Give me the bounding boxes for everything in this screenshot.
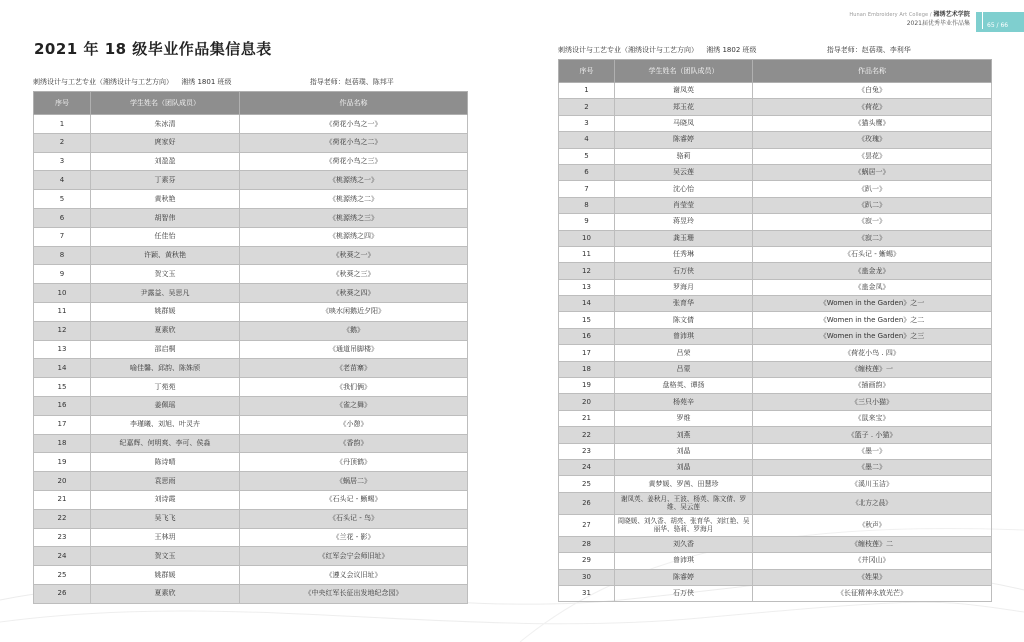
cell-name: 陈文倩 — [615, 312, 753, 328]
cell-name: 朱冰清 — [91, 115, 240, 134]
cell-no: 5 — [34, 190, 91, 209]
table-row — [559, 263, 992, 279]
cell-no: 18 — [34, 434, 91, 453]
cell-work: 《荷花小鸟 . 四》 — [753, 345, 992, 361]
cell-name: 骆莉 — [615, 148, 753, 164]
table-row — [559, 279, 992, 295]
cell-name: 石万侠 — [615, 585, 753, 601]
cell-name: 姚群媛 — [91, 302, 240, 321]
right-table-body — [559, 83, 992, 602]
cell-name: 刘晶 — [615, 443, 753, 459]
cell-name: 石万侠 — [615, 263, 753, 279]
cell-work: 《丹顶鹤》 — [240, 453, 468, 472]
cell-work: 《荷花小鸟之三》 — [240, 152, 468, 171]
cell-work: 《小憩》 — [240, 415, 468, 434]
right-major: 刺绣设计与工艺专业（湘绣设计与工艺方向） — [558, 46, 698, 54]
table-row — [34, 321, 468, 340]
header-subtitle: 2021届优秀毕业作品集 — [906, 20, 970, 27]
cell-name: 邵启桐 — [91, 340, 240, 359]
cell-no: 16 — [34, 396, 91, 415]
cell-work: 《石头记 - 蜥蜴》 — [240, 490, 468, 509]
cell-work: 《蛊金龙》 — [753, 263, 992, 279]
cell-name: 刘久香 — [615, 536, 753, 552]
cell-name: 张育华 — [615, 296, 753, 312]
table-row — [559, 492, 992, 514]
table-row — [34, 246, 468, 265]
cell-no: 13 — [559, 279, 615, 295]
table-row — [559, 569, 992, 585]
cell-work: 《玫瑰》 — [753, 132, 992, 148]
cell-no: 5 — [559, 148, 615, 164]
cell-work: 《长征精神永放光芒》 — [753, 585, 992, 601]
cell-name: 周晓媛、刘久香、胡亮、张育华、刘红艳、吴丽华、骆莉、罗海月 — [615, 514, 753, 536]
table-row — [559, 378, 992, 394]
cell-no: 23 — [34, 528, 91, 547]
cell-no: 23 — [559, 443, 615, 459]
cell-no: 16 — [559, 328, 615, 344]
column-header-number: 序号 — [559, 60, 615, 83]
table-row — [34, 415, 468, 434]
cell-work: 《Women in the Garden》之三 — [753, 328, 992, 344]
right-advisor: 指导老师：赵蓓璞、李利华 — [826, 46, 911, 54]
cell-no: 30 — [559, 569, 615, 585]
table-row — [34, 509, 468, 528]
left-table-body — [34, 115, 468, 604]
cell-work: 《姓果》 — [753, 569, 992, 585]
cell-no: 12 — [34, 321, 91, 340]
table-row — [34, 284, 468, 303]
cell-work: 《趴一》 — [753, 181, 992, 197]
cell-no: 19 — [559, 378, 615, 394]
cell-no: 26 — [559, 492, 615, 514]
cell-work: 《寂二》 — [753, 230, 992, 246]
cell-name: 陈诗晴 — [91, 453, 240, 472]
table-row — [34, 152, 468, 171]
cell-no: 10 — [34, 284, 91, 303]
table-row — [34, 490, 468, 509]
cell-name: 蒋昱玲 — [615, 214, 753, 230]
cell-name: 姚群媛 — [91, 566, 240, 585]
cell-name: 喻佳馨、邱韵、陈姝颀 — [91, 359, 240, 378]
cell-no: 24 — [559, 459, 615, 475]
cell-work: 《遵义会议旧址》 — [240, 566, 468, 585]
table-row — [34, 190, 468, 209]
cell-name: 庹家好 — [91, 133, 240, 152]
cell-no: 22 — [34, 509, 91, 528]
cell-name: 吕蒙 — [615, 361, 753, 377]
cell-work: 《鼠来宝》 — [753, 410, 992, 426]
cell-work: 《寂一》 — [753, 214, 992, 230]
cell-no: 17 — [559, 345, 615, 361]
cell-name: 盘格英、谭扬 — [615, 378, 753, 394]
table-row — [559, 361, 992, 377]
cell-work: 《雀之舞》 — [240, 396, 468, 415]
cell-name: 刘盈盈 — [91, 152, 240, 171]
table-row — [34, 566, 468, 585]
cell-name: 夏素欣 — [91, 584, 240, 603]
cell-no: 17 — [34, 415, 91, 434]
table-row — [559, 214, 992, 230]
cell-work: 《香韵》 — [240, 434, 468, 453]
cell-work: 《荷花》 — [753, 99, 992, 115]
cell-no: 25 — [34, 566, 91, 585]
column-header-name: 学生姓名（团队成员） — [91, 92, 240, 115]
cell-no: 20 — [559, 394, 615, 410]
cell-work: 《溪川玉洁》 — [753, 476, 992, 492]
cell-name: 任佳怡 — [91, 227, 240, 246]
cell-name: 肖莹莹 — [615, 197, 753, 213]
table-header-row — [34, 92, 468, 115]
left-works-table — [33, 91, 468, 604]
column-header-name: 学生姓名（团队成员） — [615, 60, 753, 83]
cell-work: 《蜗居二》 — [240, 472, 468, 491]
table-header-row — [559, 60, 992, 83]
column-header-work: 作品名称 — [240, 92, 468, 115]
cell-no: 2 — [559, 99, 615, 115]
cell-name: 胡智伟 — [91, 208, 240, 227]
table-row — [559, 148, 992, 164]
table-row — [559, 83, 992, 99]
right-works-table — [558, 59, 992, 602]
cell-name: 夏素欣 — [91, 321, 240, 340]
page-number-box — [976, 12, 1024, 32]
cell-no: 1 — [34, 115, 91, 134]
page-header — [849, 12, 1024, 32]
table-row — [559, 427, 992, 443]
table-row — [559, 230, 992, 246]
table-row — [34, 208, 468, 227]
table-row — [34, 265, 468, 284]
cell-no: 6 — [34, 208, 91, 227]
cell-work: 《鹅》 — [240, 321, 468, 340]
cell-work: 《桃源绣之一》 — [240, 171, 468, 190]
table-row — [559, 459, 992, 475]
cell-name: 谢凤英 — [615, 83, 753, 99]
cell-work: 《荷花小鸟之二》 — [240, 133, 468, 152]
cell-work: 《老苗寨》 — [240, 359, 468, 378]
table-row — [559, 536, 992, 552]
cell-no: 25 — [559, 476, 615, 492]
cell-work: 《蜗居一》 — [753, 164, 992, 180]
column-header-number: 序号 — [34, 92, 91, 115]
college-english-name: Hunan Embroidery Art College — [849, 12, 929, 18]
cell-name: 姜佩瑶 — [91, 396, 240, 415]
table-row — [34, 584, 468, 603]
cell-work: 《白兔》 — [753, 83, 992, 99]
cell-name: 贺文玉 — [91, 547, 240, 566]
table-row — [34, 378, 468, 397]
cell-no: 9 — [34, 265, 91, 284]
table-row — [559, 164, 992, 180]
cell-work: 《三只小猫》 — [753, 394, 992, 410]
cell-work: 《秋葵之三》 — [240, 265, 468, 284]
table-row — [559, 514, 992, 536]
table-row — [34, 528, 468, 547]
cell-no: 31 — [559, 585, 615, 601]
cell-name: 沈心怡 — [615, 181, 753, 197]
cell-name: 王林玥 — [91, 528, 240, 547]
cell-no: 26 — [34, 584, 91, 603]
cell-no: 28 — [559, 536, 615, 552]
cell-name: 吴飞飞 — [91, 509, 240, 528]
cell-no: 8 — [34, 246, 91, 265]
cell-no: 15 — [559, 312, 615, 328]
cell-name: 李瑾曦、刘旭、叶灵卉 — [91, 415, 240, 434]
cell-name: 黄梦媛、罗茜、田慧珍 — [615, 476, 753, 492]
table-row — [559, 197, 992, 213]
college-chinese-name: 湘绣艺术学院 — [933, 11, 970, 18]
table-row — [559, 328, 992, 344]
cell-name: 纪嘉辉、何明爽、李可、侯淼 — [91, 434, 240, 453]
table-row — [34, 359, 468, 378]
left-class-info — [33, 77, 394, 87]
right-class-info — [558, 45, 911, 55]
cell-work: 《通道吊脚楼》 — [240, 340, 468, 359]
cell-name: 刘诗霞 — [91, 490, 240, 509]
cell-no: 20 — [34, 472, 91, 491]
cell-work: 《桃源绣之四》 — [240, 227, 468, 246]
cell-no: 9 — [559, 214, 615, 230]
cell-name: 杨苑辛 — [615, 394, 753, 410]
cell-name: 许颖、黄秋艳 — [91, 246, 240, 265]
table-row — [34, 453, 468, 472]
cell-name: 陈睿婷 — [615, 569, 753, 585]
table-row — [34, 302, 468, 321]
table-row — [34, 396, 468, 415]
table-row — [559, 312, 992, 328]
left-class: 湘绣 1801 班级 — [181, 78, 232, 86]
cell-no: 3 — [559, 115, 615, 131]
cell-name: 罗维 — [615, 410, 753, 426]
cell-work: 《荷花小鸟之一》 — [240, 115, 468, 134]
cell-no: 22 — [559, 427, 615, 443]
cell-name: 袁思雨 — [91, 472, 240, 491]
table-row — [34, 434, 468, 453]
header-college-line — [849, 12, 970, 18]
cell-no: 27 — [559, 514, 615, 536]
table-row — [34, 115, 468, 134]
cell-no: 10 — [559, 230, 615, 246]
cell-work: 《中央红军长征出发地纪念园》 — [240, 584, 468, 603]
cell-work: 《井冈山》 — [753, 553, 992, 569]
cell-name: 刘晶 — [615, 459, 753, 475]
cell-no: 3 — [34, 152, 91, 171]
header-separator: / — [929, 12, 932, 18]
cell-no: 21 — [34, 490, 91, 509]
table-row — [559, 115, 992, 131]
table-row — [559, 394, 992, 410]
cell-no: 2 — [34, 133, 91, 152]
cell-no: 4 — [559, 132, 615, 148]
cell-name: 黄秋艳 — [91, 190, 240, 209]
cell-work: 《篮子 . 小猫》 — [753, 427, 992, 443]
column-header-work: 作品名称 — [753, 60, 992, 83]
cell-work: 《猫头鹰》 — [753, 115, 992, 131]
cell-work: 《Women in the Garden》之二 — [753, 312, 992, 328]
cell-work: 《秋葵之一》 — [240, 246, 468, 265]
table-row — [559, 246, 992, 262]
left-advisor: 指导老师：赵蓓璞、陈邦平 — [309, 78, 394, 86]
cell-work: 《兰花 - 影》 — [240, 528, 468, 547]
table-row — [559, 181, 992, 197]
cell-name: 丁苑苑 — [91, 378, 240, 397]
table-row — [34, 472, 468, 491]
right-class: 湘绣 1802 班级 — [706, 46, 757, 54]
cell-work: 《红军会宁会师旧址》 — [240, 547, 468, 566]
cell-name: 贺文玉 — [91, 265, 240, 284]
cell-no: 11 — [559, 246, 615, 262]
table-row — [559, 553, 992, 569]
cell-work: 《石头记 - 鸟》 — [240, 509, 468, 528]
page-divider — [982, 11, 983, 29]
cell-name: 曾沛琪 — [615, 328, 753, 344]
cell-work: 《缠枝莲》二 — [753, 536, 992, 552]
table-row — [34, 340, 468, 359]
table-row — [559, 585, 992, 601]
cell-no: 18 — [559, 361, 615, 377]
cell-no: 1 — [559, 83, 615, 99]
cell-work: 《趴二》 — [753, 197, 992, 213]
cell-work: 《石头记 - 蜥蜴》 — [753, 246, 992, 262]
cell-no: 12 — [559, 263, 615, 279]
cell-name: 马晓凤 — [615, 115, 753, 131]
cell-no: 4 — [34, 171, 91, 190]
table-row — [559, 443, 992, 459]
cell-no: 14 — [559, 296, 615, 312]
table-row — [559, 345, 992, 361]
cell-no: 15 — [34, 378, 91, 397]
table-row — [559, 476, 992, 492]
cell-no: 19 — [34, 453, 91, 472]
table-row — [34, 227, 468, 246]
cell-work: 《墨一》 — [753, 443, 992, 459]
table-row — [34, 547, 468, 566]
cell-no: 7 — [34, 227, 91, 246]
cell-work: 《我们俩》 — [240, 378, 468, 397]
cell-no: 13 — [34, 340, 91, 359]
cell-name: 吴云莲 — [615, 164, 753, 180]
cell-work: 《桃源绣之三》 — [240, 208, 468, 227]
table-row — [559, 410, 992, 426]
table-row — [34, 133, 468, 152]
cell-name: 尹露益、吴思凡 — [91, 284, 240, 303]
table-row — [559, 99, 992, 115]
cell-work: 《Women in the Garden》之一 — [753, 296, 992, 312]
cell-name: 丁素芬 — [91, 171, 240, 190]
cell-name: 罗海月 — [615, 279, 753, 295]
cell-name: 吕荣 — [615, 345, 753, 361]
cell-work: 《映水闲鹅近夕阳》 — [240, 302, 468, 321]
cell-work: 《缠枝莲》一 — [753, 361, 992, 377]
cell-name: 郑玉花 — [615, 99, 753, 115]
cell-no: 24 — [34, 547, 91, 566]
cell-name: 曾沛琪 — [615, 553, 753, 569]
cell-work: 《秋葵之四》 — [240, 284, 468, 303]
cell-work: 《墨二》 — [753, 459, 992, 475]
table-row — [559, 296, 992, 312]
left-major: 刺绣设计与工艺专业（湘绣设计与工艺方向） — [33, 78, 173, 86]
cell-work: 《插画韵》 — [753, 378, 992, 394]
cell-work: 《桃源绣之二》 — [240, 190, 468, 209]
cell-name: 谢凤英、姜秋月、王波、杨英、陈文倩、罗维、吴云莲 — [615, 492, 753, 514]
cell-no: 11 — [34, 302, 91, 321]
page-title: 2021 年 18 级毕业作品集信息表 — [34, 40, 272, 58]
table-row — [559, 132, 992, 148]
cell-name: 任秀琳 — [615, 246, 753, 262]
cell-work: 《蛊金凤》 — [753, 279, 992, 295]
cell-work: 《北方之晨》 — [753, 492, 992, 514]
page-number: 65 / 66 — [987, 22, 1009, 29]
header-text — [849, 12, 976, 32]
cell-no: 14 — [34, 359, 91, 378]
cell-work: 《昙花》 — [753, 148, 992, 164]
cell-name: 刘燕 — [615, 427, 753, 443]
cell-no: 21 — [559, 410, 615, 426]
cell-no: 6 — [559, 164, 615, 180]
cell-no: 29 — [559, 553, 615, 569]
cell-work: 《秋声》 — [753, 514, 992, 536]
cell-name: 龚玉珊 — [615, 230, 753, 246]
cell-no: 7 — [559, 181, 615, 197]
cell-name: 陈睿婷 — [615, 132, 753, 148]
table-row — [34, 171, 468, 190]
cell-no: 8 — [559, 197, 615, 213]
